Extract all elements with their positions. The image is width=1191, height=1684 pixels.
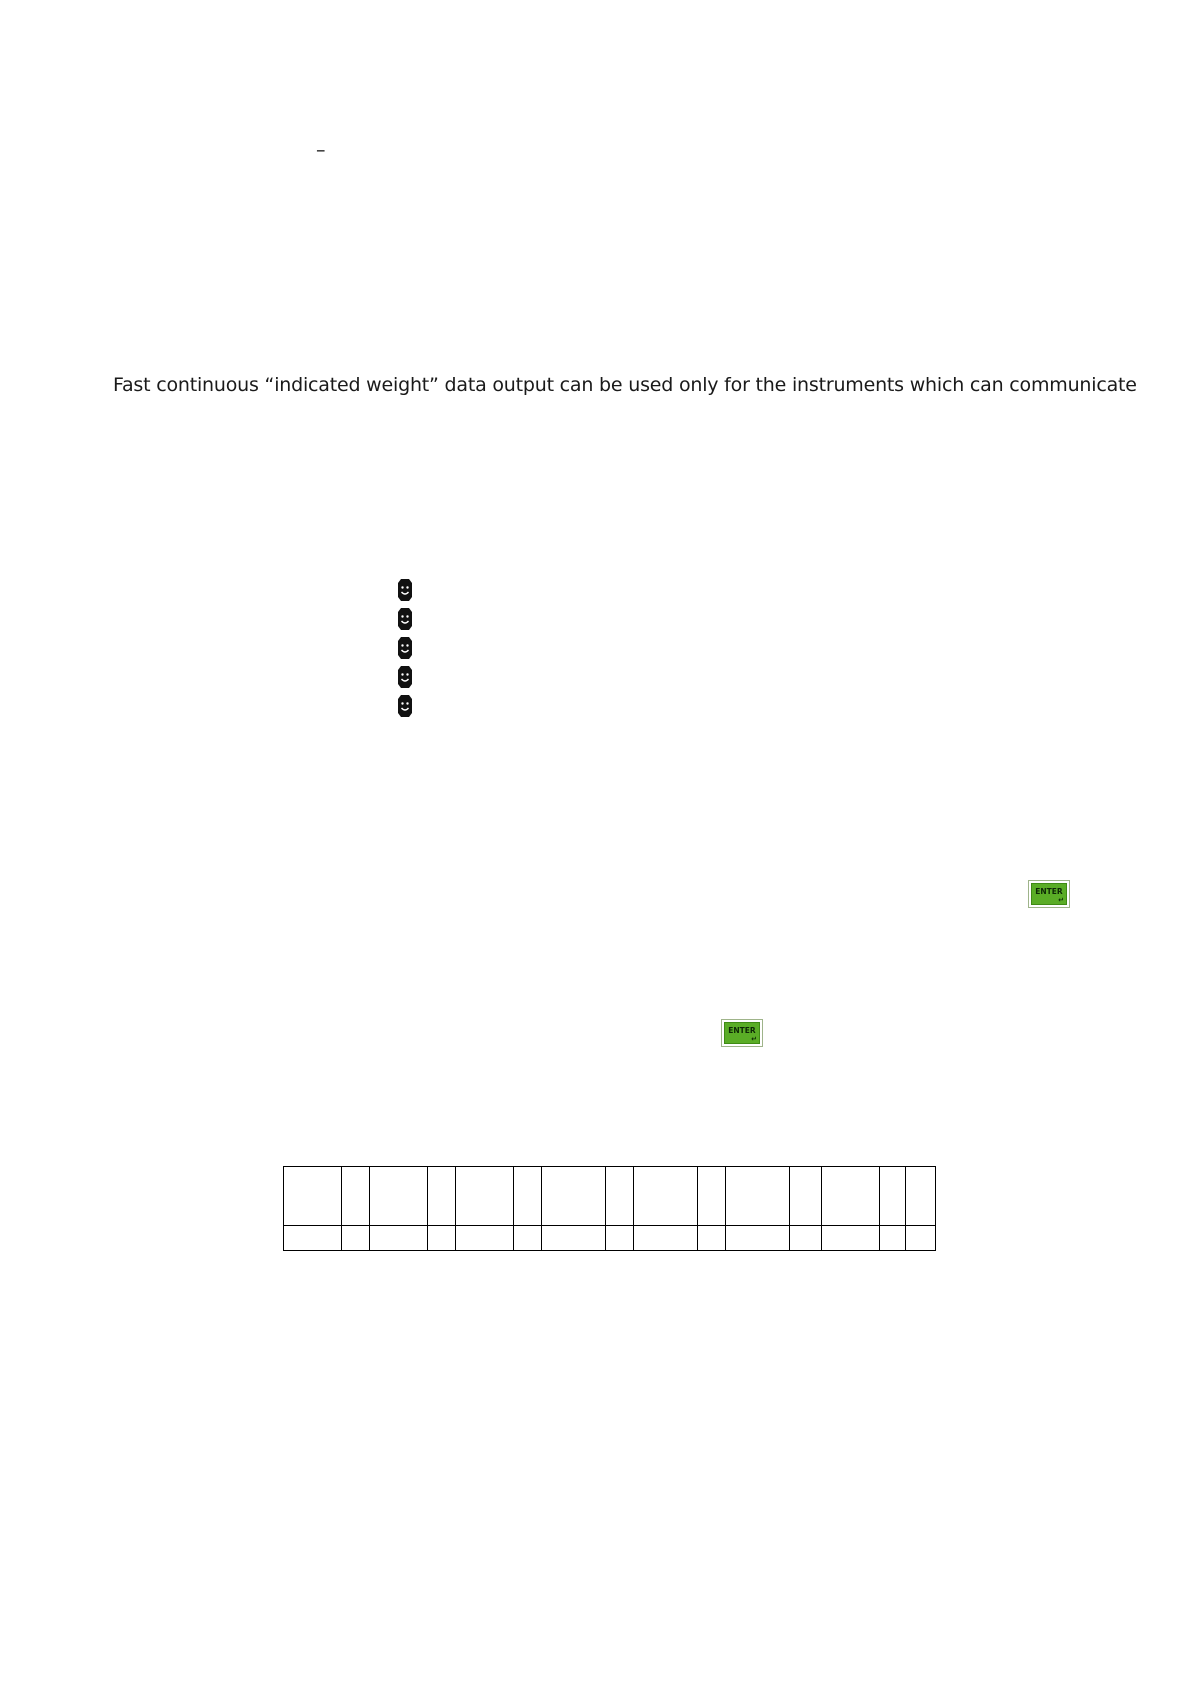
table-cell: [790, 1226, 822, 1251]
enter-key-face: [1031, 883, 1067, 905]
table-cell: [370, 1226, 428, 1251]
table-cell: [822, 1226, 880, 1251]
table-cell: [456, 1167, 514, 1226]
table-cell: [342, 1167, 370, 1226]
body-text-line: Fast continuous “indicated weight” data output can be used only for the instruments which can communicate: [113, 374, 1137, 396]
smiley-bullet-icon: [397, 636, 413, 660]
table-row: [284, 1226, 936, 1251]
table-cell: [698, 1167, 726, 1226]
table-cell: [514, 1226, 542, 1251]
smiley-bullet-icon: [397, 578, 413, 602]
table-cell: [634, 1226, 698, 1251]
return-arrow-icon: ↵: [1058, 896, 1064, 904]
table-cell: [542, 1226, 606, 1251]
table-cell: [790, 1167, 822, 1226]
enter-key-face: [724, 1022, 760, 1044]
table-cell: [906, 1167, 936, 1226]
enter-key-icon: [721, 1019, 763, 1047]
table-cell: [880, 1167, 906, 1226]
table-cell: [634, 1167, 698, 1226]
table-cell: [514, 1167, 542, 1226]
table-cell: [284, 1226, 342, 1251]
table-cell: [726, 1226, 790, 1251]
table-cell: [542, 1167, 606, 1226]
enter-key-icon: [1028, 880, 1070, 908]
return-arrow-icon: ↵: [751, 1035, 757, 1043]
table-cell: [606, 1226, 634, 1251]
table-row: [284, 1167, 936, 1226]
table-cell: [370, 1167, 428, 1226]
table-cell: [284, 1167, 342, 1226]
enter-key-label: ENTER: [728, 1026, 756, 1035]
table-cell: [428, 1226, 456, 1251]
table-cell: [880, 1226, 906, 1251]
table-cell: [726, 1167, 790, 1226]
enter-key-label: ENTER: [1035, 887, 1063, 896]
table-cell: [456, 1226, 514, 1251]
table-cell: [906, 1226, 936, 1251]
data-frame-table: [283, 1166, 936, 1251]
table-cell: [606, 1167, 634, 1226]
dash-mark: –: [316, 139, 326, 161]
smiley-bullet-icon: [397, 694, 413, 718]
table-cell: [428, 1167, 456, 1226]
table-cell: [698, 1226, 726, 1251]
table-cell: [822, 1167, 880, 1226]
table-cell: [342, 1226, 370, 1251]
smiley-bullet-icon: [397, 607, 413, 631]
bullet-list: [397, 578, 415, 723]
smiley-bullet-icon: [397, 665, 413, 689]
